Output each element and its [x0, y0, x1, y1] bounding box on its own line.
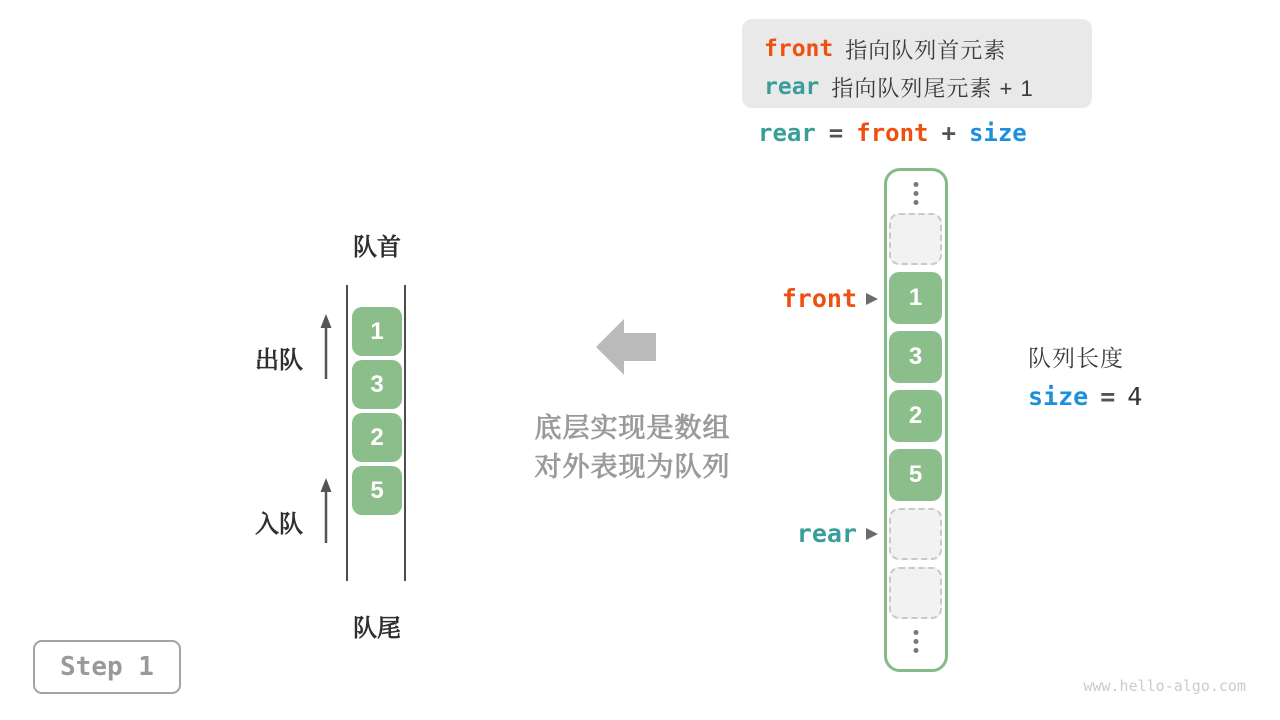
rear-keyword: rear — [764, 74, 820, 100]
size-equals: = — [1100, 382, 1116, 411]
caption-line1: 底层实现是数组 — [534, 413, 731, 443]
enqueue-arrow-icon — [317, 478, 335, 544]
queue-cell: 2 — [352, 413, 402, 462]
legend-line-rear — [764, 68, 1092, 106]
pointer-arrow-icon — [866, 293, 878, 305]
dequeue-arrow-icon — [317, 314, 335, 380]
formula-plus: + — [941, 119, 956, 147]
size-keyword: size — [1028, 382, 1089, 411]
pointer-formula — [758, 119, 1027, 147]
array-cell: 3 — [889, 331, 942, 383]
array-cell-empty — [889, 213, 942, 265]
legend-box — [742, 19, 1092, 108]
size-title: 队列长度 — [1028, 345, 1124, 371]
formula-front: front — [856, 119, 929, 147]
queue-front-label: 队首 — [353, 234, 401, 261]
formula-equals: = — [828, 119, 844, 147]
dequeue-label: 出队 — [255, 347, 303, 374]
front-keyword: front — [764, 36, 834, 62]
queue-cell: 1 — [352, 307, 402, 356]
legend-line-front — [764, 30, 1092, 68]
legend-front-text: 指向队列首元素 — [845, 37, 1007, 63]
pointer-arrow-icon — [866, 528, 878, 540]
ellipsis-top-icon — [914, 182, 919, 205]
watermark: www.hello-algo.com — [1083, 677, 1246, 695]
queue-cell: 5 — [352, 466, 402, 515]
array-panel — [884, 168, 948, 672]
array-cell: 1 — [889, 272, 942, 324]
size-panel — [1028, 340, 1142, 411]
array-cell-empty — [889, 567, 942, 619]
formula-size: size — [968, 119, 1027, 147]
queue-cell: 3 — [352, 360, 402, 409]
front-pointer — [742, 285, 878, 313]
step-badge: Step 1 — [33, 640, 181, 694]
array-cell: 2 — [889, 390, 942, 442]
caption — [505, 409, 760, 487]
left-block-arrow-icon — [596, 318, 656, 378]
legend-rear-text: 指向队列尾元素 + 1 — [831, 75, 1034, 101]
rear-pointer — [742, 520, 878, 548]
formula-rear: rear — [758, 119, 816, 147]
size-line — [1028, 382, 1142, 411]
queue-cells — [352, 307, 402, 515]
front-pointer-label: front — [781, 284, 857, 313]
queue-rear-label: 队尾 — [353, 615, 401, 642]
array-cell-empty — [889, 508, 942, 560]
size-value: 4 — [1127, 382, 1143, 411]
rear-pointer-label: rear — [796, 519, 857, 548]
caption-line2: 对外表现为队列 — [534, 452, 731, 482]
ellipsis-bottom-icon — [914, 630, 919, 653]
array-cell: 5 — [889, 449, 942, 501]
enqueue-label: 入队 — [255, 511, 303, 538]
